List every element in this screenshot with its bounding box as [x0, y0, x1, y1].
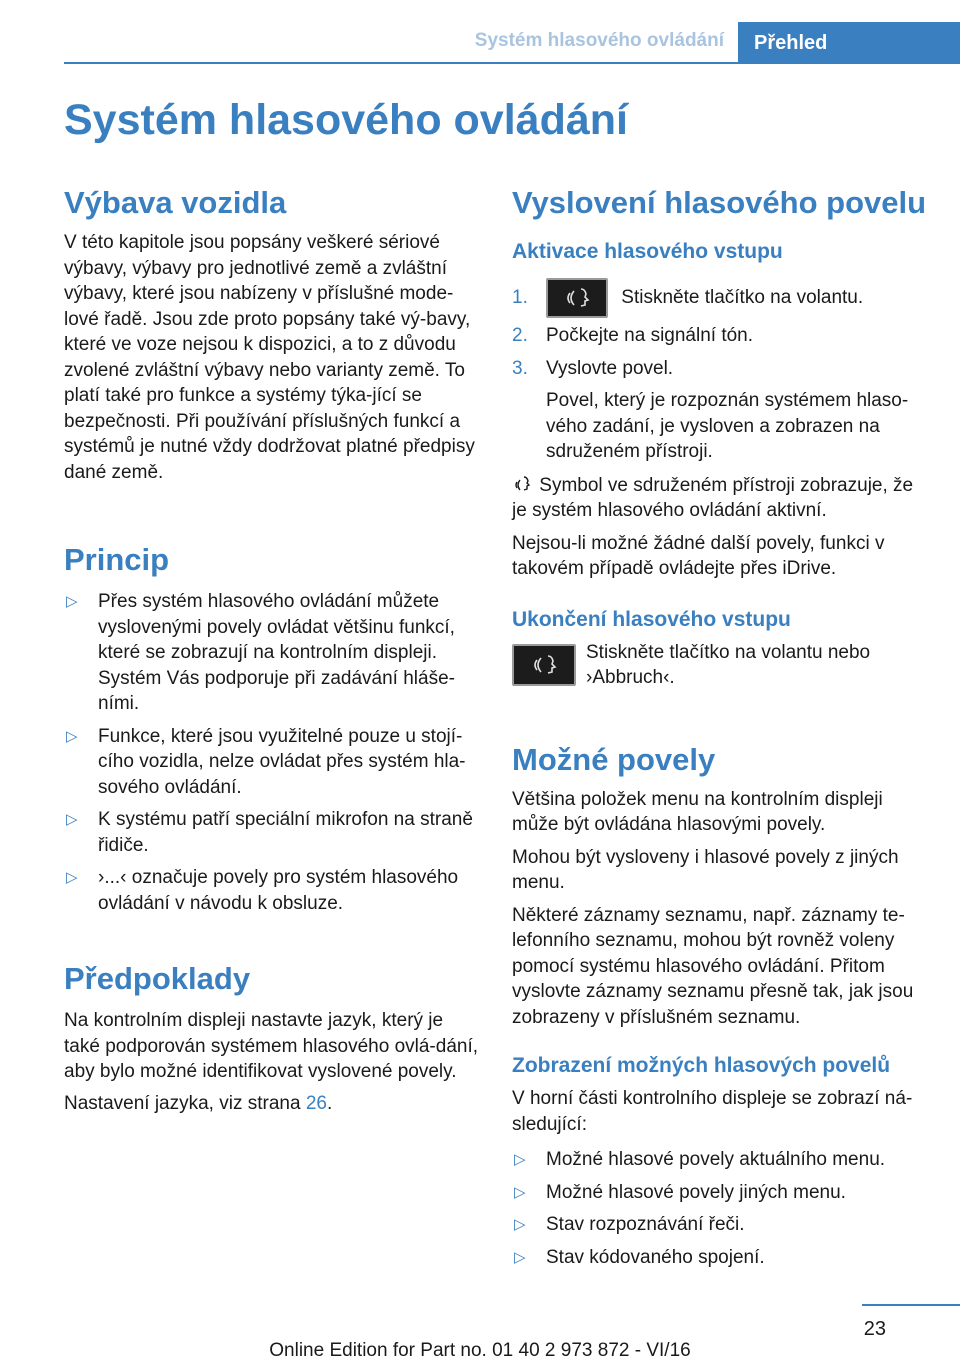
heading-ukonceni: Ukončení hlasového vstupu [512, 607, 791, 631]
heading-zobrazeni: Zobrazení možných hlasových povelů [512, 1054, 891, 1078]
vybava-text: V této kapitole jsou popsány veškeré sériové výbavy, výbavy pro jednotlivé země a zvláštní výbavy, které jsou nabízeny v příslušné mode-lové řadě. Jsou zde proto popsány také vý-bavy, které ve voze nejsou k dispozici, a to z důvodu zvolené zvláštní výbavy nebo varianty země. To platí také pro funkce a systémy týka-jící se bezpečnosti. Při používání příslušných funkcí a systémů je nutné vždy dodržovat platné předpisy dané země. [64, 232, 475, 483]
list-item: 2. Počkejte na signální tón. [512, 325, 754, 347]
header-section-title: Systém hlasového ovládání [474, 30, 724, 51]
list-item: ▷ Přes systém hlasového ovládání můžete vyslovenými povely ovládat většinu funkcí, které se zobrazují na kontrolním displeji. Systém Vás podporuje při zadávání hláše-ními. [66, 591, 455, 714]
step3-detail: Povel, který je rozpoznán systémem hlaso-vého zadání, je vysloven a zobrazen na sdruženém přístroji. [546, 390, 909, 463]
zobrazeni-list [512, 1147, 932, 1270]
voice-button-icon [546, 278, 608, 318]
mozne-p1: Většina položek menu na kontrolním displeji může být ovládána hlasovými povely. [512, 788, 883, 836]
list-item: ▷ K systému patří speciální mikrofon na straně řidiče. [66, 809, 473, 856]
list-item: ▷ ›...‹ označuje povely pro systém hlasového ovládání v návodu k obsluze. [66, 867, 459, 914]
bullet-triangle-icon: ▷ [514, 1216, 526, 1234]
list-item: ▷ Funkce, které jsou využitelné pouze u stojí-cího vozidla, nelze ovládat přes systém hla-sového ovládání. [66, 725, 466, 798]
heading-princip: Princip [64, 542, 170, 577]
language-reference: Nastavení jazyka, viz strana 26. [64, 1092, 333, 1114]
ukonceni-block [512, 640, 932, 691]
left-column [64, 184, 484, 1116]
right-column [512, 184, 932, 1270]
ukonceni-text: Stiskněte tlačítko na volantu nebo ›Abbruch‹. [586, 641, 871, 689]
no-commands-note: Nejsou-li možné žádné další povely, funkci v takovém případě ovládejte přes iDrive. [512, 532, 885, 580]
mozne-p3: Některé záznamy seznamu, např. záznamy te-lefonního seznamu, mohou být rovněž voleny pomocí systému hlasového ovládání. Přitom vyslovte záznamy seznamu přesně tak, jak jsou zobrazeny v příslušném seznamu. [512, 904, 914, 1028]
heading-aktivace: Aktivace hlasového vstupu [512, 240, 783, 263]
bullet-triangle-icon: ▷ [66, 593, 78, 610]
bullet-triangle-icon: ▷ [514, 1248, 526, 1266]
voice-symbol-icon [512, 474, 534, 494]
list-item: ▷ Stav rozpoznávání řeči. [512, 1212, 932, 1238]
bullet-triangle-icon: ▷ [66, 811, 78, 828]
header-rule [64, 62, 960, 64]
predpoklady-text: Na kontrolním displeji nastavte jazyk, který je také podporován systémem hlasového ovlá-dání, aby bylo možné identifikovat vyslovené povely. [64, 1010, 479, 1082]
voice-button-icon [512, 644, 576, 686]
heading-vysloveni: Vyslovení hlasového povelu [512, 185, 927, 220]
list-item: 3. Vyslovte povel. Povel, který je rozpoznán systémem hlaso-vého zadání, je vysloven a zobrazen na sdruženém přístroji. [512, 356, 932, 465]
bullet-triangle-icon: ▷ [66, 727, 78, 745]
edition-footer: Online Edition for Part no. 01 40 2 973 872 - VI/16 [269, 1340, 691, 1361]
page-link[interactable]: 26 [305, 1092, 327, 1114]
heading-vybava: Výbava vozidla [64, 185, 287, 220]
page-number: 23 [863, 1318, 886, 1340]
page-title: Systém hlasového ovládání [64, 96, 628, 144]
bullet-triangle-icon: ▷ [514, 1183, 526, 1201]
heading-mozne: Možné povely [512, 741, 716, 777]
mozne-p2: Mohou být vysloveny i hlasové povely z jiných menu. [512, 846, 899, 894]
bullet-triangle-icon: ▷ [66, 869, 78, 886]
bullet-triangle-icon: ▷ [514, 1151, 526, 1169]
zobrazeni-text: V horní části kontrolního displeje se zobrazí ná-sledující: [512, 1088, 913, 1135]
list-item: ▷ Stav kódovaného spojení. [512, 1245, 932, 1271]
list-item: ▷ Možné hlasové povely jiných menu. [512, 1180, 932, 1206]
header-tab: Přehled [738, 22, 960, 64]
princip-list [64, 589, 484, 916]
footer-rule [862, 1304, 960, 1306]
list-item: 1. Stiskněte tlačítko na volantu. [512, 278, 932, 318]
list-item: ▷ Možné hlasové povely aktuálního menu. [512, 1147, 932, 1173]
symbol-note: Symbol ve sdruženém přístroji zobrazuje, že je systém hlasového ovládání aktivní. [512, 474, 914, 522]
steps-list [512, 278, 932, 465]
heading-predpoklady: Předpoklady [64, 961, 251, 996]
